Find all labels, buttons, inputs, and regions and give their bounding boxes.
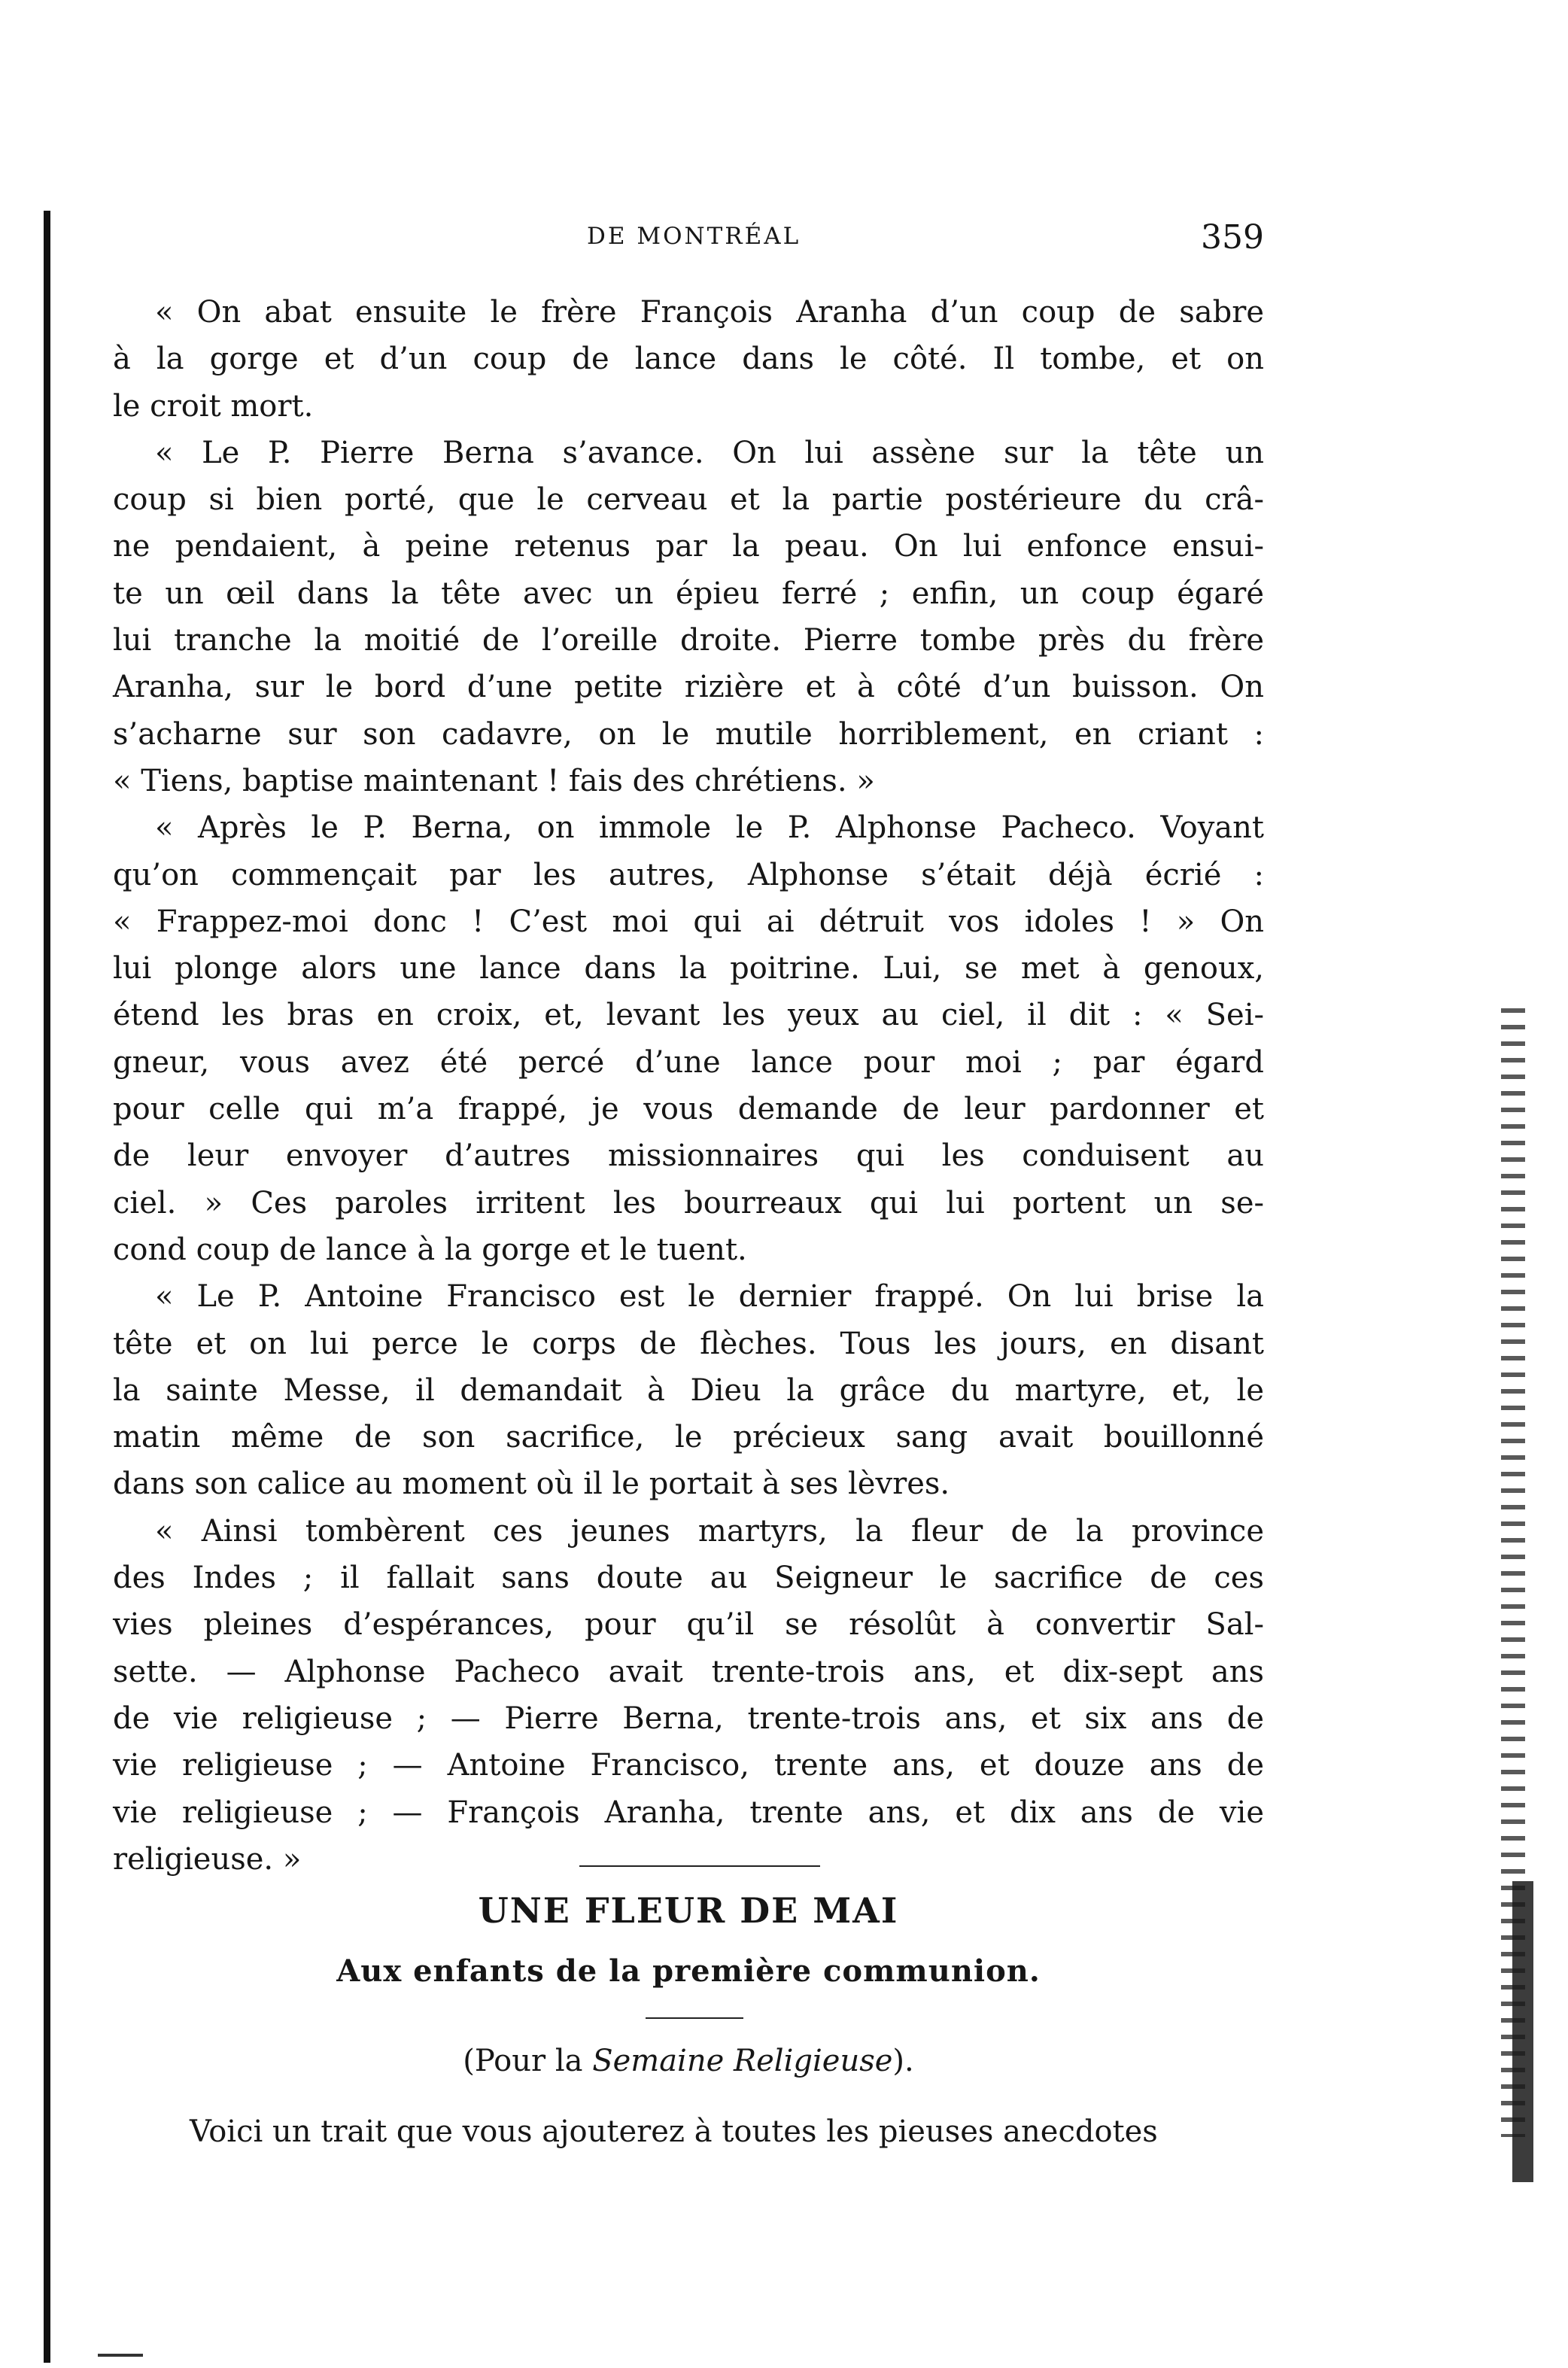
text-line: religieuse. » [113, 1841, 302, 1877]
paragraph-first-line [113, 2114, 1264, 2149]
text-line: matin même de son sacrifice, le précieux sang avait bouillonné [113, 1420, 1264, 1455]
text-line: de vie religieuse ; — Pierre Berna, trente-trois ans, et six ans de [113, 1701, 1264, 1736]
text-line: vie religieuse ; — François Aranha, trente ans, et dix ans de vie [113, 1795, 1264, 1830]
text-line: ciel. » Ces paroles irritent les bourreaux qui lui portent un se- [113, 1185, 1264, 1220]
text-line: à la gorge et d’un coup de lance dans le côté. Il tombe, et on [113, 342, 1264, 377]
binding-edge [44, 211, 50, 2363]
section-divider [579, 1865, 820, 1867]
source-line [113, 2044, 1264, 2078]
text-line: le croit mort. [113, 388, 314, 424]
text-line: ne pendaient, à peine retenus par la peau. On lui enfonce ensui- [113, 529, 1264, 564]
paragraph-first-line-text: Voici un trait que vous ajouterez à toutes les pieuses anecdotes [190, 2114, 1158, 2149]
text-line: « Tiens, baptise maintenant ! fais des chrétiens. » [113, 763, 875, 798]
text-line: « Le P. Antoine Francisco est le dernier frappé. On lui brise la [155, 1279, 1264, 1315]
page-number: 359 [1201, 218, 1264, 257]
text-line: gneur, vous avez été percé d’une lance pour moi ; par égard [113, 1044, 1264, 1080]
text-line: vies pleines d’espérances, pour qu’il se résolût à convertir Sal- [113, 1607, 1264, 1643]
text-line: te un œil dans la tête avec un épieu ferré ; enfin, un coup égaré [113, 576, 1264, 611]
text-line: la sainte Messe, il demandait à Dieu la grâce du martyre, et, le [113, 1372, 1264, 1408]
text-line: « Le P. Pierre Berna s’avance. On lui assène sur la tête un [155, 435, 1264, 470]
text-line: « Frappez-moi donc ! C’est moi qui ai détruit vos idoles ! » On [113, 904, 1264, 939]
source-publication: Semaine Religieuse [592, 2044, 893, 2078]
text-line: lui tranche la moitié de l’oreille droite. Pierre tombe près du frère [113, 623, 1264, 658]
text-line: dans son calice au moment où il le portait à ses lèvres. [113, 1467, 950, 1502]
text-line: sette. — Alphonse Pacheco avait trente-trois ans, et dix-sept ans [113, 1654, 1264, 1689]
text-line: Aranha, sur le bord d’une petite rizière et à côté d’un buisson. On [113, 670, 1264, 705]
text-line: des Indes ; il fallait sans doute au Seigneur le sacrifice de ces [113, 1561, 1264, 1596]
section-title: UNE FLEUR DE MAI [478, 1890, 899, 1931]
text-line: lui plonge alors une lance dans la poitrine. Lui, se met à genoux, [113, 951, 1264, 986]
text-line: coup si bien porté, que le cerveau et la partie postérieure du crâ- [113, 482, 1264, 518]
text-line: s’acharne sur son cadavre, on le mutile horriblement, en criant : [113, 716, 1264, 752]
text-line: cond coup de lance à la gorge et le tuent. [113, 1232, 747, 1267]
body-text [113, 289, 1264, 1883]
text-line: tête et on lui perce le corps de flèches. Tous les jours, en disant [113, 1326, 1264, 1361]
text-line: de leur envoyer d’autres missionnaires qui les conduisent au [113, 1138, 1264, 1174]
page-header [150, 218, 1264, 260]
section-subtitle: Aux enfants de la première communion. [336, 1953, 1041, 1989]
subtitle-divider [646, 2017, 743, 2019]
text-line: qu’on commençait par les autres, Alphonse s’était déjà écrié : [113, 857, 1264, 892]
source-prefix: (Pour la [463, 2044, 593, 2078]
source-suffix: ). [892, 2044, 914, 2078]
text-line: « On abat ensuite le frère François Aranha d’un coup de sabre [155, 295, 1264, 330]
scan-gutter-noise-lower [1512, 1881, 1533, 2182]
text-line: vie religieuse ; — Antoine Francisco, trente ans, et douze ans de [113, 1748, 1264, 1783]
text-line: pour celle qui m’a frappé, je vous demande de leur pardonner et [113, 1092, 1264, 1127]
scan-mark [98, 2354, 143, 2357]
text-line: « Ainsi tombèrent ces jeunes martyrs, la fleur de la province [155, 1513, 1264, 1549]
running-title: DE MONTRÉAL [587, 223, 801, 250]
text-line: étend les bras en croix, et, levant les yeux au ciel, il dit : « Sei- [113, 998, 1264, 1033]
text-line: « Après le P. Berna, on immole le P. Alphonse Pacheco. Voyant [155, 810, 1264, 846]
